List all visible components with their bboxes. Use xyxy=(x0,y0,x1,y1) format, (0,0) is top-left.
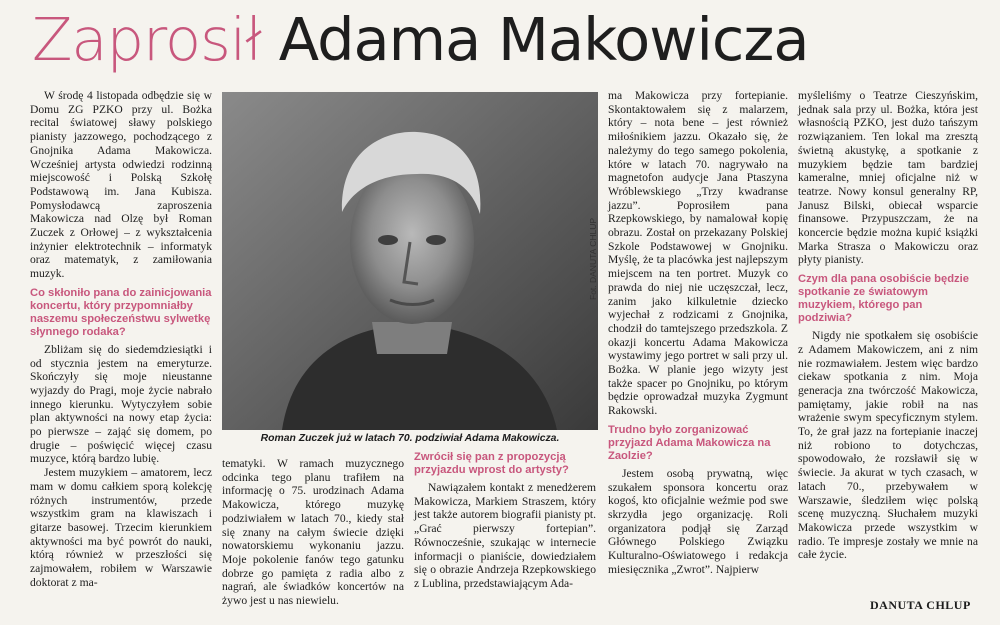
answer-1: Zbliżam się do siedemdziesiątki i od stycznia jestem na emeryturze. Skończyły się moje nieustanne wyjazdy do Pragi, moje życie nabrało innego kierunku. Wytyczyłem sobie plan aktywności na nowy etap życia: po pierwsze – zająć się domem, po drugie – poświęcić więcej czasu muzyce, którą bardzo lubię. xyxy=(30,342,212,466)
answer-4: Nigdy nie spotkałem się osobiście z Adamem Makowiczem, ani z nim nie rozmawiałem. Jestem więc bardzo ciekaw spotkania z nim. Moja generacja zna twórczość Makowicza, pamiętamy, jakie robił na nas wrażenie swym specyficznym stylem. To, że grał jazz na fortepianie inaczej niż robiono to dotychczas, spowodowało, że rozsławił się w świecie. Ja akurat w tych czasach, w latach 70., przebywałem w Warszawie, śledziłem więc polską scenę muzyczną. Słuchałem muzyki Makowicza przede wszystkim w radio. Te impresje zostały we mnie na całe życie. xyxy=(798,329,978,562)
column-5-text: myśleliśmy o Teatrze Cieszyńskim, jednak sala przy ul. Bożka, która jest własnością PZKO, jest dużo tańszym rozwiązaniem. Ten lokal ma zresztą świetną akustykę, a spotkanie z muzykiem będzie tam bardziej kameralne, mniej oficjalne niż w teatrze. Nowy konsul generalny RP, Janusz Bilski, obiecał wsparcie finansowe. Przypuszczam, że na koncercie będzie można kupić książki Marka Strasza o Makowiczu oraz płyty pianisty. xyxy=(798,89,978,267)
photo-caption: Roman Zuczek już w latach 70. podziwiał Adama Makowicza. xyxy=(260,433,560,444)
column-3 xyxy=(414,451,596,591)
headline-part-1: Zaprosił xyxy=(32,5,261,74)
column-4 xyxy=(608,89,788,577)
column-4-text: ma Makowicza przy fortepianie. Skontaktowałem się z malarzem, który – nota bene – jest również miłośnikiem jazzu. Okazało się, że należymy do tego samego pokolenia, które w latach 70. nagrywało na magnetofon audycje Jana Ptaszyna Wróblewskiego „Trzy kwadranse jazzu”. Poprosiłem pana Rzepkowskiego, by namalował kopię obrazu. Został on przekazany Polskiej Szkole Podstawowej w Gnojniku. Myślę, że ta placówka jest najlepszym miejscem na ten portret. Muzyk co prawda do niej nie uczęszczał, lecz, zanim jako kilkuletnie dziecko wyjechał z rodzicami z Gnojnika, chodził do tamtejszego przedszkola. Z okazji koncertu Adama Makowicza wystawimy jego portret w sali przy ul. Bożka. W planie jego wizyty jest także spacer po Gnojniku, po którym będzie oprowadzał muzyka Zygmunt Rakowski. xyxy=(608,89,788,418)
column-5 xyxy=(798,89,978,562)
headline-part-2: Adama Makowicza xyxy=(278,5,809,74)
answer-3: Jestem osobą prywatną, więc szukałem sponsora koncertu oraz kogoś, kto oficjalnie weźmie pod swe skrzydła jego organizację. Roli organizatora podjął się Zarząd Głównego Polskiego Związku Kulturalno-Oświatowego i redakcja miesięcznika „Zwrot”. Najpierw xyxy=(608,466,788,576)
portrait-photo xyxy=(222,92,598,430)
question-2: Zwrócił się pan z propozycją przyjazdu wprost do artysty? xyxy=(414,451,569,476)
intro-paragraph: W środę 4 listopada odbędzie się w Domu ZG PZKO przy ul. Bożka recital światowej sławy polskiego pianisty jazzowego, pochodzącego z Gnojnika Adama Makowicza. Wcześniej artysta odwiedzi rodzinną miejscowość i Polską Szkołę Podstawową im. Jana Kubisza. Pomysłodawcą zaproszenia Makowicza nad Olzę był Roman Zuczek z Orłowej – z wykształcenia inżynier elektrotechnik – informatyk oraz matematyk, z zamiłowania muzyk. xyxy=(30,89,212,281)
headline xyxy=(32,4,992,76)
column-2-text: tematyki. W ramach muzycznego odcinka tego planu trafiłem na informację o 75. urodzinach Adama Makowicza, którego muzykę podziwiałem w latach 70., kiedy stał się znany na całym świecie dzięki nowatorskiemu wykonaniu jazzu. Moje pokolenie fanów tego gatunku dobrze go pamięta z radia albo z nagrań, ale świadków koncertów na żywo jest u nas niewielu. xyxy=(222,457,404,608)
column-2 xyxy=(222,457,404,608)
question-3: Trudno było zorganizować przyjazd Adama Makowicza na Zaolzie? xyxy=(608,423,771,462)
author-signature: DANUTA CHLUP xyxy=(870,598,971,612)
question-4: Czym dla pana osobiście będzie spotkanie ze światowym muzykiem, którego pan podziwia? xyxy=(798,273,969,325)
photo-credit: Fot. DANUTA CHLUP xyxy=(588,217,598,300)
column-1 xyxy=(30,89,212,590)
answer-1-continued: Jestem muzykiem – amatorem, lecz mam w domu całkiem sporą kolekcję różnych instrumentów, przede wszystkim gram na klawiszach i gitarze basowej. Trzecim kierunkiem aktywności ma być powrót do nauki, którą również w przeszłości się zajmowałem, robiłem w Warszawie doktorat z ma- xyxy=(30,466,212,589)
answer-2: Nawiązałem kontakt z menedżerem Makowicza, Markiem Straszem, który jest także autorem biografii pianisty pt. „Grać pierwszy fortepian”. Równocześnie, szukając w internecie informacji o pianiście, dowiedziałem się o obrazie Andrzeja Rzepkowskiego z Lublina, przedstawiającym Ada- xyxy=(414,481,596,590)
question-1: Co skłoniło pana do zainicjowania koncertu, który przypomniałby naszemu społeczeństwu sylwetkę słynnego rodaka? xyxy=(30,286,212,338)
